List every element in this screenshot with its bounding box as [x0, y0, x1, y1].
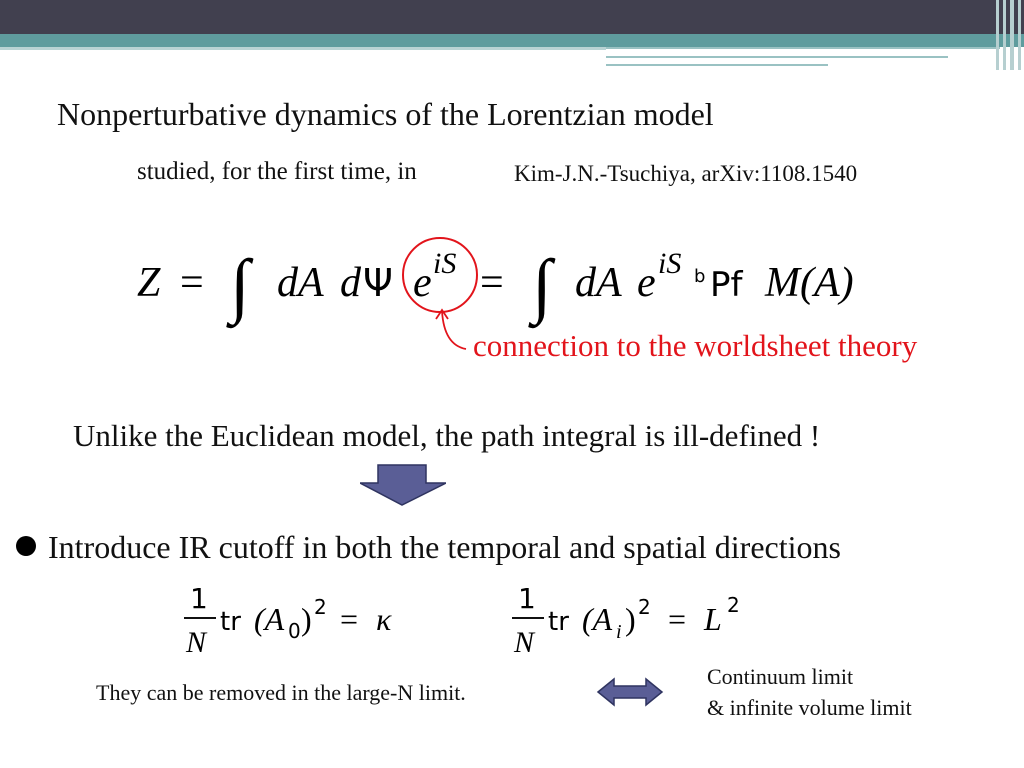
- formula-dA: dA: [277, 260, 324, 306]
- equals-sign: =: [340, 601, 359, 637]
- worldsheet-annotation: connection to the worldsheet theory: [473, 328, 918, 363]
- continuum-limit-label: Continuum limit: [707, 664, 854, 689]
- header-deco-stripe: [996, 0, 999, 70]
- matrix-term: (A: [254, 601, 285, 637]
- formula-exponent: iS: [658, 247, 682, 280]
- formula-psi: Ψ: [363, 261, 393, 305]
- fraction-denominator: N: [186, 626, 207, 659]
- matrix-term: (A: [582, 601, 613, 637]
- spatial-cutoff-formula: [508, 580, 768, 660]
- formula-argument: (A): [800, 260, 854, 306]
- subtitle: studied, for the first time, in: [137, 158, 417, 185]
- exponent: 2: [314, 595, 327, 619]
- ill-defined-statement: Unlike the Euclidean model, the path integral is ill-defined !: [73, 418, 821, 453]
- fraction-numerator: 1: [190, 582, 208, 615]
- slide-title: Nonperturbative dynamics of the Lorentzian model: [57, 96, 714, 132]
- formula-integral: ∫: [230, 245, 250, 325]
- formula-integral: ∫: [532, 245, 552, 325]
- reference-citation: Kim-J.N.-Tsuchiya, arXiv:1108.1540: [514, 161, 858, 186]
- large-n-note: They can be removed in the large-N limit.: [96, 680, 466, 705]
- matrix-subscript: i: [616, 621, 622, 643]
- constraint-value: κ: [376, 601, 392, 637]
- formula-exponent: iS: [433, 247, 457, 280]
- header-deco-stripe: [1018, 0, 1021, 70]
- header-deco-line: [606, 56, 948, 58]
- formula-dA: dA: [575, 260, 622, 306]
- formula-M: M: [765, 260, 800, 306]
- trace-symbol: tr: [548, 607, 569, 637]
- paren-close: ): [625, 601, 636, 637]
- fraction-denominator: N: [514, 626, 535, 659]
- formula-equals: =: [480, 260, 504, 306]
- equals-sign: =: [668, 601, 687, 637]
- header-deco-line: [606, 64, 828, 66]
- formula-equals: =: [180, 260, 204, 306]
- header-bar: [0, 0, 1024, 34]
- partition-function-formula: [120, 225, 910, 335]
- annotation-arrow: [432, 305, 472, 355]
- header-deco-stripe: [1003, 0, 1006, 70]
- temporal-cutoff-formula: [180, 580, 440, 660]
- infinite-volume-label: & infinite volume limit: [707, 695, 912, 720]
- constraint-value-exponent: 2: [727, 593, 740, 617]
- double-arrow-icon: [596, 676, 666, 708]
- formula-Z: Z: [137, 260, 161, 306]
- exponent: 2: [638, 595, 651, 619]
- paren-close: ): [301, 601, 312, 637]
- formula-pfaffian: Pf: [710, 265, 743, 305]
- trace-symbol: tr: [220, 607, 241, 637]
- bullet-icon: [16, 536, 36, 556]
- header-deco-stripe: [1010, 0, 1014, 70]
- formula-exponent-subscript: b: [694, 266, 706, 287]
- header-deco-line: [606, 47, 1000, 49]
- bullet-text: Introduce IR cutoff in both the temporal and spatial directions: [48, 529, 841, 565]
- down-arrow-icon: [360, 463, 446, 507]
- header-accent-underline: [0, 47, 606, 50]
- formula-d: d: [340, 260, 361, 306]
- constraint-value: L: [704, 601, 722, 637]
- formula-exponential: e: [413, 260, 432, 306]
- fraction-numerator: 1: [518, 582, 536, 615]
- formula-exponential: e: [637, 260, 656, 306]
- header-accent-bar: [0, 34, 1024, 47]
- matrix-subscript: 0: [288, 619, 301, 643]
